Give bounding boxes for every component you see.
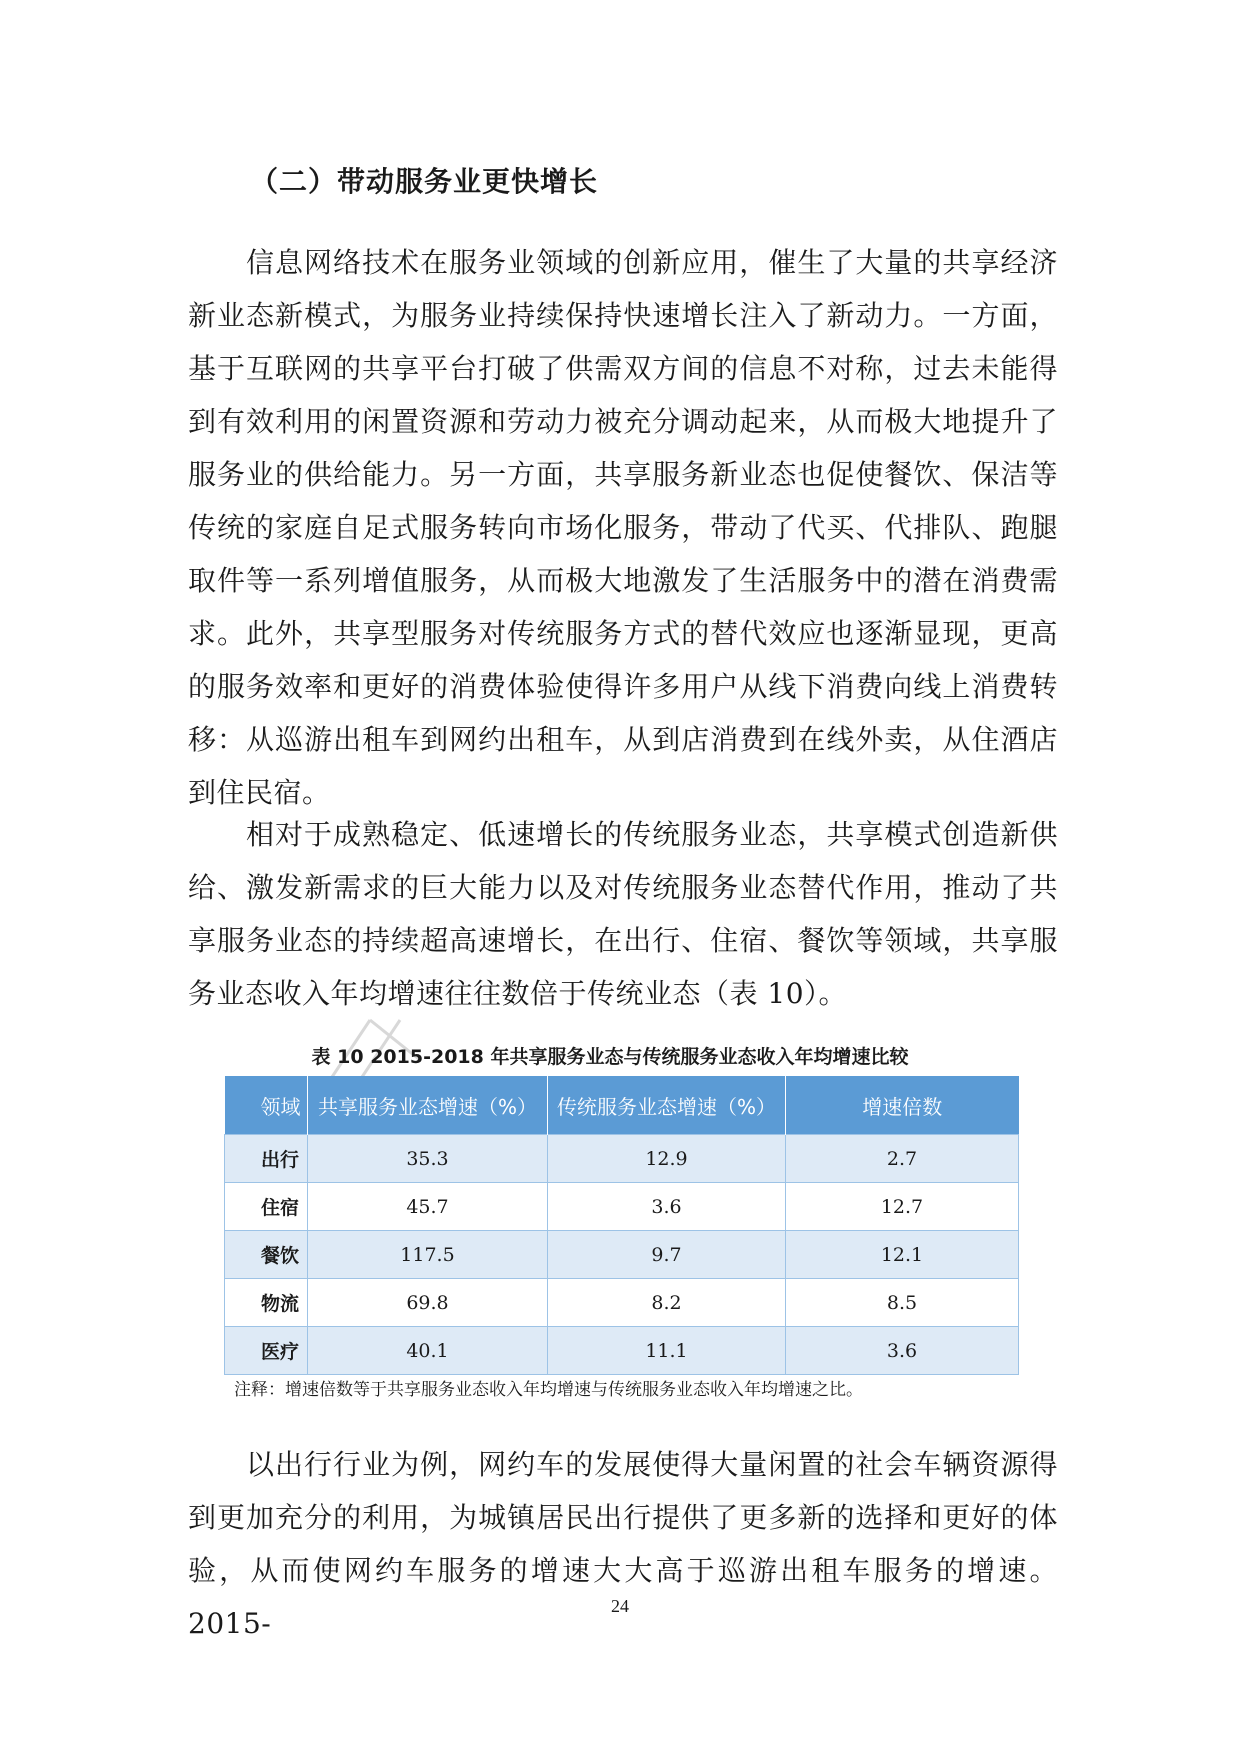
header-domain: 领域 (225, 1076, 308, 1135)
section-heading: （二）带动服务业更快增长 (250, 165, 599, 198)
cell-domain: 医疗 (225, 1327, 308, 1375)
header-traditional-growth: 传统服务业态增速（%） (548, 1076, 786, 1135)
cell-traditional-growth: 3.6 (548, 1183, 786, 1231)
cell-domain: 住宿 (225, 1183, 308, 1231)
cell-domain: 出行 (225, 1135, 308, 1183)
cell-traditional-growth: 8.2 (548, 1279, 786, 1327)
table-row (225, 1183, 1019, 1231)
table-row (225, 1135, 1019, 1183)
header-growth-multiple: 增速倍数 (786, 1076, 1019, 1135)
cell-traditional-growth: 12.9 (548, 1135, 786, 1183)
growth-comparison-table (224, 1076, 1019, 1375)
cell-domain: 物流 (225, 1279, 308, 1327)
cell-domain: 餐饮 (225, 1231, 308, 1279)
table-note: 注释：增速倍数等于共享服务业态收入年均增速与传统服务业态收入年均增速之比。 (234, 1380, 863, 1400)
cell-growth-multiple: 3.6 (786, 1327, 1019, 1375)
paragraph-2: 相对于成熟稳定、低速增长的传统服务业态，共享模式创造新供给、激发新需求的巨大能力以及对传统服务业态替代作用，推动了共享服务业态的持续超高速增长，在出行、住宿、餐饮等领域，共享服务业态收入年均增速往往数倍于传统业态（表 10）。 (188, 818, 1058, 1010)
cell-shared-growth: 117.5 (308, 1231, 548, 1279)
page-number: 24 (611, 1596, 629, 1616)
header-shared-growth: 共享服务业态增速（%） (308, 1076, 548, 1135)
cell-traditional-growth: 11.1 (548, 1327, 786, 1375)
paragraph-3: 以出行行业为例，网约车的发展使得大量闲置的社会车辆资源得到更加充分的利用，为城镇居民出行提供了更多新的选择和更好的体验，从而使网约车服务的增速大大高于巡游出租车服务的增速。2015- (188, 1448, 1058, 1640)
cell-shared-growth: 40.1 (308, 1327, 548, 1375)
table-row (225, 1327, 1019, 1375)
cell-growth-multiple: 2.7 (786, 1135, 1019, 1183)
cell-growth-multiple: 12.7 (786, 1183, 1019, 1231)
paragraph-1: 信息网络技术在服务业领域的创新应用，催生了大量的共享经济新业态新模式，为服务业持续保持快速增长注入了新动力。一方面，基于互联网的共享平台打破了供需双方间的信息不对称，过去未能得到有效利用的闲置资源和劳动力被充分调动起来，从而极大地提升了服务业的供给能力。另一方面，共享服务新业态也促使餐饮、保洁等传统的家庭自足式服务转向市场化服务，带动了代买、代排队、跑腿取件等一系列增值服务，从而极大地激发了生活服务中的潜在消费需求。此外，共享型服务对传统服务方式的替代效应也逐渐显现，更高的服务效率和更好的消费体验使得许多用户从线下消费向线上消费转移：从巡游出租车到网约出租车，从到店消费到在线外卖，从住酒店到住民宿。 (188, 246, 1058, 809)
cell-growth-multiple: 8.5 (786, 1279, 1019, 1327)
cell-shared-growth: 69.8 (308, 1279, 548, 1327)
table-caption: 表 10 2015-2018 年共享服务业态与传统服务业态收入年均增速比较 (311, 1046, 909, 1068)
cell-traditional-growth: 9.7 (548, 1231, 786, 1279)
table-header-row (225, 1076, 1019, 1135)
table-row (225, 1231, 1019, 1279)
cell-shared-growth: 35.3 (308, 1135, 548, 1183)
cell-growth-multiple: 12.1 (786, 1231, 1019, 1279)
cell-shared-growth: 45.7 (308, 1183, 548, 1231)
table-row (225, 1279, 1019, 1327)
